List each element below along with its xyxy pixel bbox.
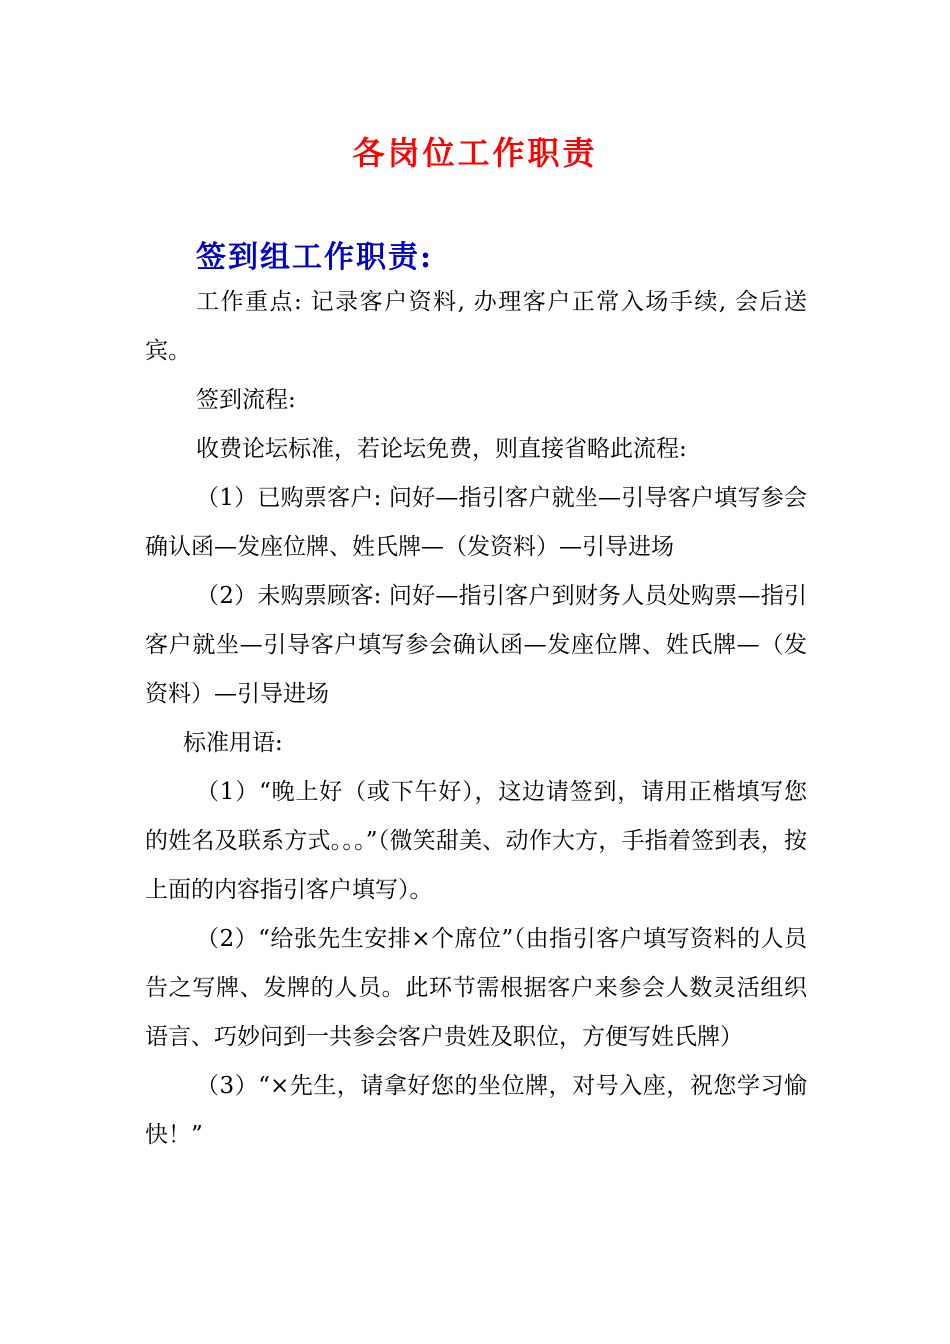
process-note: 收费论坛标准，若论坛免费，则直接省略此流程: xyxy=(196,436,687,462)
phrases-label: 标准用语: xyxy=(183,730,283,756)
process-label: 签到流程: xyxy=(196,387,296,413)
phrase-1: （1）“晚上好（或下午好），这边请签到，请用正楷填写您的姓名及联系方式。。。”（微笑甜美、动作大方，手指着签到表，按上面的内容指引客户填写）。 xyxy=(145,779,807,903)
work-focus-paragraph: 工作重点: 记录客户资料, 办理客户正常入场手续, 会后送宾。 xyxy=(145,289,807,364)
phrase-3: （3）“×先生，请拿好您的坐位牌，对号入座，祝您学习愉快！” xyxy=(145,1073,807,1148)
section-body xyxy=(145,278,807,1160)
document-title: 各岗位工作职责 xyxy=(352,134,598,172)
phrase-2: （2）“给张先生安排×个席位”（由指引客户填写资料的人员告之写牌、发牌的人员。此环节需根据客户来参会人数灵活组织语言、巧妙问到一共参会客户贵姓及职位，方便写姓氏牌） xyxy=(145,926,807,1050)
process-step-2: （2）未购票顾客: 问好—指引客户到财务人员处购票—指引客户就坐—引导客户填写参会确认函—发座位牌、姓氏牌—（发资料）—引导进场 xyxy=(145,583,807,707)
process-step-1: （1）已购票客户: 问好—指引客户就坐—引导客户填写参会确认函—发座位牌、姓氏牌—（发资料）—引导进场 xyxy=(145,485,807,560)
section-heading: 签到组工作职责: xyxy=(196,240,434,275)
